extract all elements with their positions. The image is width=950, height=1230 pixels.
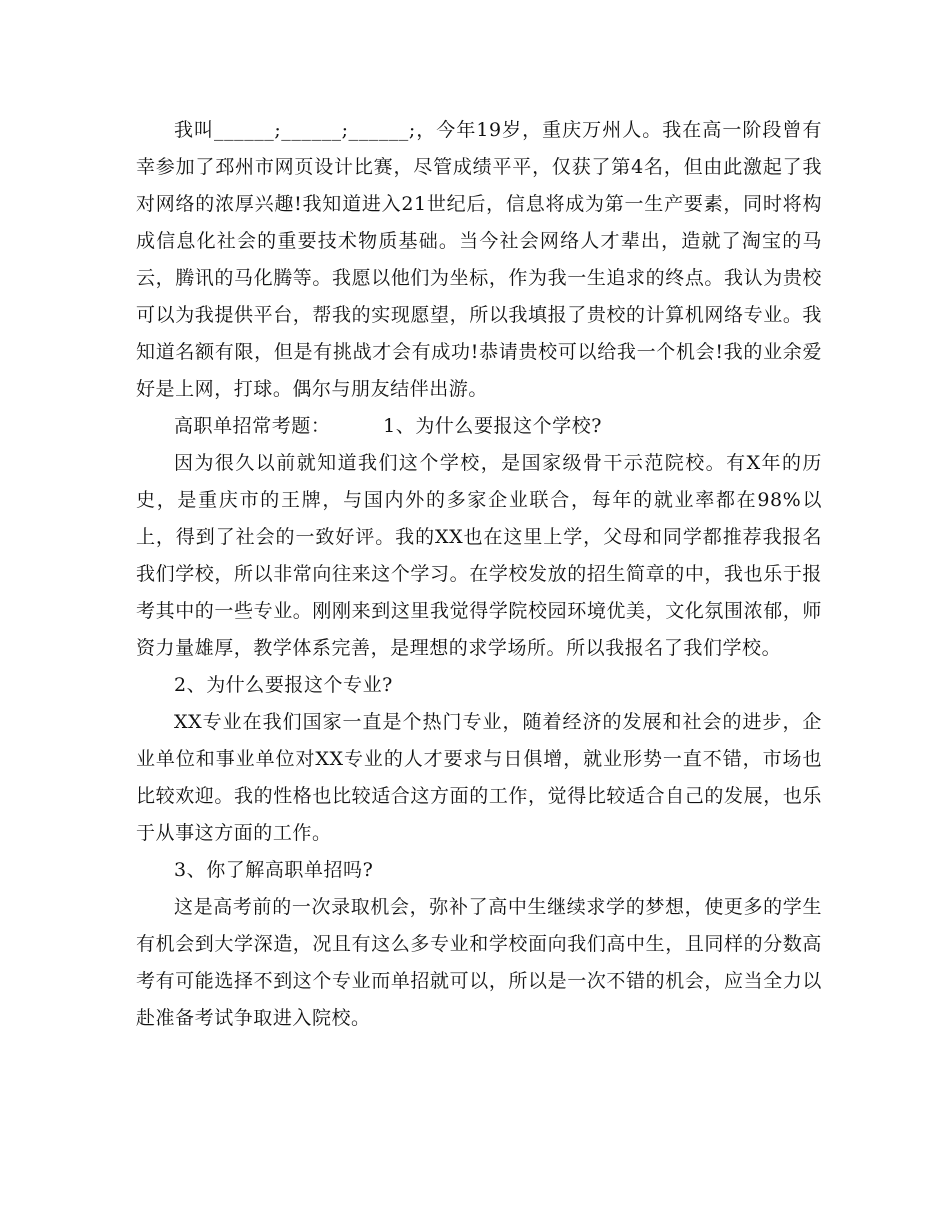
answer-1-paragraph: 因为很久以前就知道我们这个学校，是国家级骨干示范院校。有X年的历史，是重庆市的王牌，与国内外的多家企业联合，每年的就业率都在98%以上，得到了社会的一致好评。我的XX也在这里上学，父母和同学都推荐我报名我们学校，所以非常向往来这个学习。在学校发放的招生简章的中，我也乐于报考其中的一些专业。刚刚来到这里我觉得学院校园环境优美，文化氛围浓郁，师资力量雄厚，教学体系完善，是理想的求学场所。所以我报名了我们学校。: [136, 452, 822, 659]
question-3: 3、你了解高职单招吗?: [174, 859, 374, 881]
question-1: 1、为什么要报这个学校?: [383, 415, 603, 437]
document-body: [136, 112, 822, 1037]
answer-3-paragraph: 这是高考前的一次录取机会，弥补了高中生继续求学的梦想，使更多的学生有机会到大学深造，况且有这么多专业和学校面向我们高中生，且同样的分数高考有可能选择不到这个专业而单招就可以，所以是一次不错的机会，应当全力以赴准备考试争取进入院校。: [136, 896, 822, 1029]
answer-2-paragraph: XX专业在我们国家一直是个热门专业，随着经济的发展和社会的进步，企业单位和事业单位对XX专业的人才要求与日俱增，就业形势一直不错，市场也比较欢迎。我的性格也比较适合这方面的工作，觉得比较适合自己的发展，也乐于从事这方面的工作。: [136, 711, 822, 844]
question-2: 2、为什么要报这个专业?: [174, 674, 393, 696]
section-heading-line: [136, 408, 822, 445]
section-title: 高职单招常考题：: [174, 415, 331, 437]
intro-paragraph: 我叫______;______;______;，今年19岁，重庆万州人。我在高一阶段曾有幸参加了邳州市网页设计比赛，尽管成绩平平，仅获了第4名，但由此激起了我对网络的浓厚兴趣!我知道进入21世纪后，信息将成为第一生产要素，同时将构成信息化社会的重要技术物质基础。当今社会网络人才辈出，造就了淘宝的马云，腾讯的马化腾等。我愿以他们为坐标，作为我一生追求的终点。我认为贵校可以为我提供平台，帮我的实现愿望，所以我填报了贵校的计算机网络专业。我知道名额有限，但是有挑战才会有成功!恭请贵校可以给我一个机会!我的业余爱好是上网，打球。偶尔与朋友结伴出游。: [136, 119, 822, 400]
